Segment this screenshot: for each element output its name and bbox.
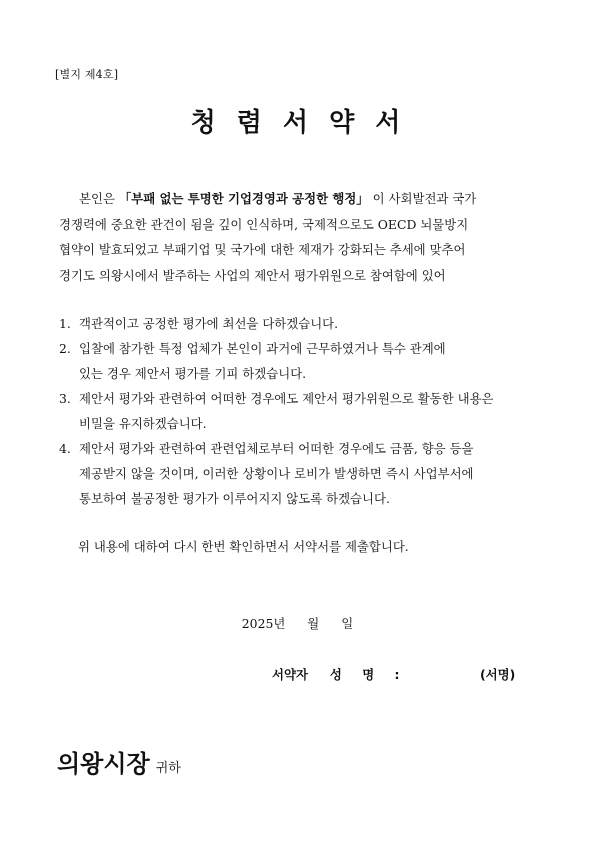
pledge-item-4	[59, 436, 544, 511]
intro-line-2: 경쟁력에 중요한 관건이 됨을 깊이 인식하며, 국제적으로도 OECD 뇌물방지	[59, 216, 469, 232]
pledge-item-text: 비밀을 유지하겠습니다.	[79, 416, 207, 431]
date-year: 2025년	[241, 616, 286, 631]
pledge-item-text: 제공받지 않을 것이며, 이러한 상황이나 로비가 발생하면 즉시 사업부서에	[79, 466, 474, 481]
pledge-item-number: 4.	[59, 441, 71, 456]
intro-paragraph	[59, 186, 541, 288]
pledge-item-3	[59, 386, 544, 436]
pledge-item-text: 제안서 평가와 관련하여 어떠한 경우에도 제안서 평가위원으로 활동한 내용은	[79, 391, 494, 406]
recipient-honorific: 귀하	[155, 761, 181, 776]
intro-line-3: 협약이 발효되었고 부패기업 및 국가에 대한 제재가 강화되는 추세에 맞추어	[59, 242, 466, 257]
pledge-item-1	[59, 311, 544, 336]
pledge-item-text: 있는 경우 제안서 평가를 기피 하겠습니다.	[79, 366, 307, 381]
intro-line-1	[59, 186, 541, 212]
intro-line-1-suffix: 이 사회발전과 국가	[368, 191, 477, 206]
pledge-item-list	[59, 311, 544, 511]
closing-statement: 위 내용에 대하여 다시 한번 확인하면서 서약서를 제출합니다.	[78, 539, 409, 554]
signer-label: 서약자	[272, 667, 308, 682]
intro-line-4: 경기도 의왕시에서 발주하는 사업의 제안서 평가위원으로 참여함에 있어	[59, 267, 446, 283]
intro-line-1-prefix: 본인은	[79, 191, 119, 206]
signature-mark: (서명)	[480, 667, 516, 682]
form-number-label: [별지 제4호]	[55, 68, 119, 81]
pledge-item-number: 2.	[59, 341, 71, 356]
recipient-line	[57, 744, 181, 779]
pledge-item-text: 객관적이고 공정한 평가에 최선을 다하겠습니다.	[79, 316, 339, 331]
intro-emphasis: 「부패 없는 투명한 기업경영과 공정한 행정」	[118, 191, 369, 206]
pledge-item-number: 1.	[59, 316, 71, 331]
pledge-item-text: 제안서 평가와 관련하여 관련업체로부터 어떠한 경우에도 금품, 향응 등을	[79, 441, 474, 456]
pledge-item-2	[59, 336, 544, 386]
signer-block	[272, 665, 516, 683]
date-line	[0, 614, 595, 632]
signer-name-label: 성 명 :	[329, 667, 408, 682]
date-month: 월	[307, 616, 320, 631]
date-day: 일	[341, 616, 354, 631]
document-title: 청 렴 서 약 서	[190, 108, 405, 138]
recipient-name: 의왕시장	[57, 750, 150, 778]
pledge-item-text: 통보하여 불공정한 평가가 이루어지지 않도록 하겠습니다.	[79, 491, 390, 506]
pledge-item-text: 입찰에 참가한 특정 업체가 본인이 과거에 근무하였거나 특수 관계에	[79, 341, 446, 356]
pledge-item-number: 3.	[59, 391, 71, 406]
